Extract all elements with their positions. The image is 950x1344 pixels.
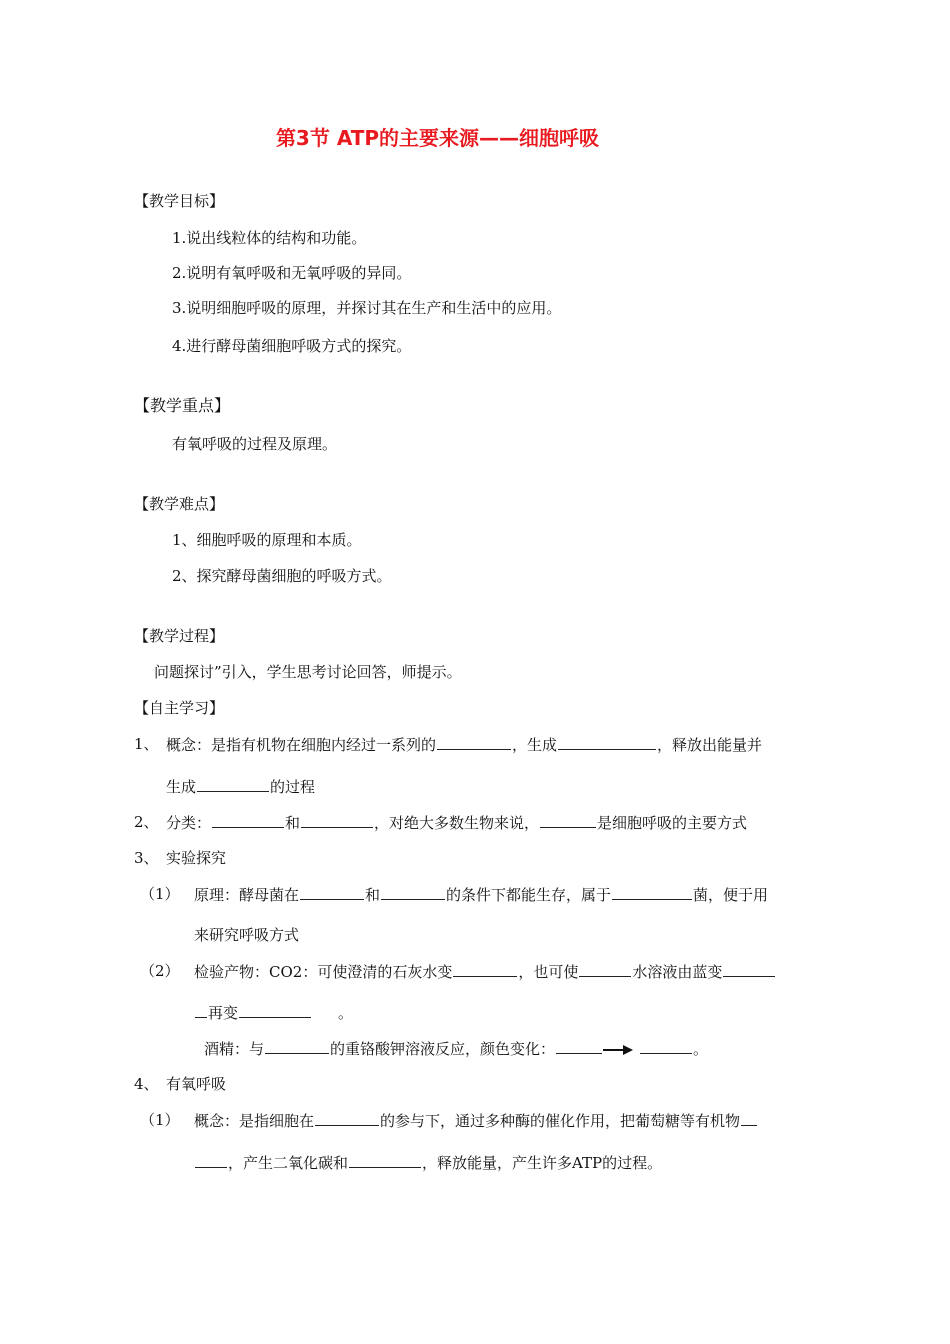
difficult-item: 2、探究酵母菌细胞的呼吸方式。 [172,567,392,585]
q2-text-b: 和 [285,814,301,832]
q1-text-b: ，生成 [512,736,558,754]
blank-field[interactable] [723,961,775,977]
blank-field[interactable] [579,961,631,977]
q3-1-line2: 来研究呼吸方式 [194,926,300,944]
blank-field[interactable] [741,1110,757,1126]
q3-3-text-c: 。 [693,1040,709,1058]
q3-1-text-d: 菌，便于用 [693,886,769,904]
blank-field[interactable] [556,1038,602,1054]
blank-field[interactable] [540,812,596,828]
self-study-heading: 【自主学习】 [134,699,225,717]
blank-field[interactable] [640,1038,692,1054]
q4-1-line2 [194,1152,662,1173]
blank-field[interactable] [612,884,692,900]
q3-1-text-a: 原理：酵母菌在 [194,886,300,904]
process-intro: 问题探讨”引入，学生思考讨论回答，师提示。 [154,663,462,681]
goal-item: 4.进行酵母菌细胞呼吸方式的探究。 [172,337,412,355]
q1-text-c: ，释放出能量并 [657,736,763,754]
q4-1-text-b: 的参与下，通过多种酶的催化作用，把葡萄糖等有机物 [380,1112,741,1130]
q3-2-text-d: 再变 [208,1004,239,1022]
q3-2-number: （2） [140,962,180,980]
q3-1-text-b: 和 [365,886,381,904]
page-title: 第3节 ATP的主要来源——细胞呼吸 [275,126,600,150]
q1-text-d: 生成 [166,778,197,796]
goal-item: 3.说明细胞呼吸的原理，并探讨其在生产和生活中的应用。 [172,299,562,317]
q1-text-e: 的过程 [270,778,316,796]
q3-2-text-e: 。 [338,1004,354,1022]
difficult-heading: 【教学难点】 [134,495,225,513]
process-heading: 【教学过程】 [134,627,225,645]
blank-field[interactable] [315,1110,379,1126]
q3-3-text-a: 酒精：与 [204,1040,265,1058]
q4-number: 4、 [134,1075,159,1093]
blank-field[interactable] [453,961,517,977]
q3-2-line1 [194,961,776,982]
blank-field[interactable] [300,884,364,900]
q3-2-text-a: 检验产物：CO2：可使澄清的石灰水变 [194,963,453,981]
q3-1-text-c: 的条件下都能生存，属于 [446,886,612,904]
q4-1-text-d: ，释放能量，产生许多ATP的过程。 [422,1154,663,1172]
q2-number: 2、 [134,813,159,831]
q1-text-a: 概念：是指有机物在细胞内经过一系列的 [166,736,437,754]
goals-heading: 【教学目标】 [134,192,225,210]
key-heading: 【教学重点】 [134,396,231,415]
blank-field[interactable] [558,734,656,750]
q4-1-line1 [194,1110,758,1131]
blank-field[interactable] [265,1038,329,1054]
q3-2-line2 [194,1002,353,1023]
q4-1-text-c: ，产生二氧化碳和 [228,1154,349,1172]
q1-line2 [166,776,315,797]
blank-field[interactable] [197,776,269,792]
goal-item: 2.说明有氧呼吸和无氧呼吸的异同。 [172,264,412,282]
q2-text-d: 是细胞呼吸的主要方式 [597,814,748,832]
difficult-item: 1、细胞呼吸的原理和本质。 [172,531,362,549]
right-arrow-icon [603,1043,633,1057]
q2-text-c: ，对绝大多数生物来说， [374,814,540,832]
blank-field[interactable] [195,1152,227,1168]
q1-number: 1、 [134,735,159,753]
q2-line [166,812,747,833]
q2-text-a: 分类： [166,814,212,832]
blank-field[interactable] [349,1152,421,1168]
blank-field[interactable] [381,884,445,900]
goal-item: 1.说出线粒体的结构和功能。 [172,229,367,247]
blank-field[interactable] [212,812,284,828]
q3-1-number: （1） [140,885,180,903]
q3-1-line1 [194,884,768,905]
blank-field[interactable] [301,812,373,828]
q3-3-text-b: 的重铬酸钾溶液反应，颜色变化： [330,1040,556,1058]
q1-line1 [166,734,762,755]
q4-1-number: （1） [140,1111,180,1129]
q4-1-text-a: 概念：是指细胞在 [194,1112,315,1130]
q3-2-text-c: 水溶液由蓝变 [632,963,723,981]
q3-2-text-b: ，也可使 [518,963,579,981]
q3-3-line [204,1038,708,1059]
blank-field[interactable] [239,1002,311,1018]
q4-label: 有氧呼吸 [166,1075,227,1093]
blank-field[interactable] [195,1002,207,1018]
key-text: 有氧呼吸的过程及原理。 [172,435,338,453]
q3-label: 实验探究 [166,849,227,867]
blank-field[interactable] [437,734,511,750]
q3-number: 3、 [134,849,159,867]
